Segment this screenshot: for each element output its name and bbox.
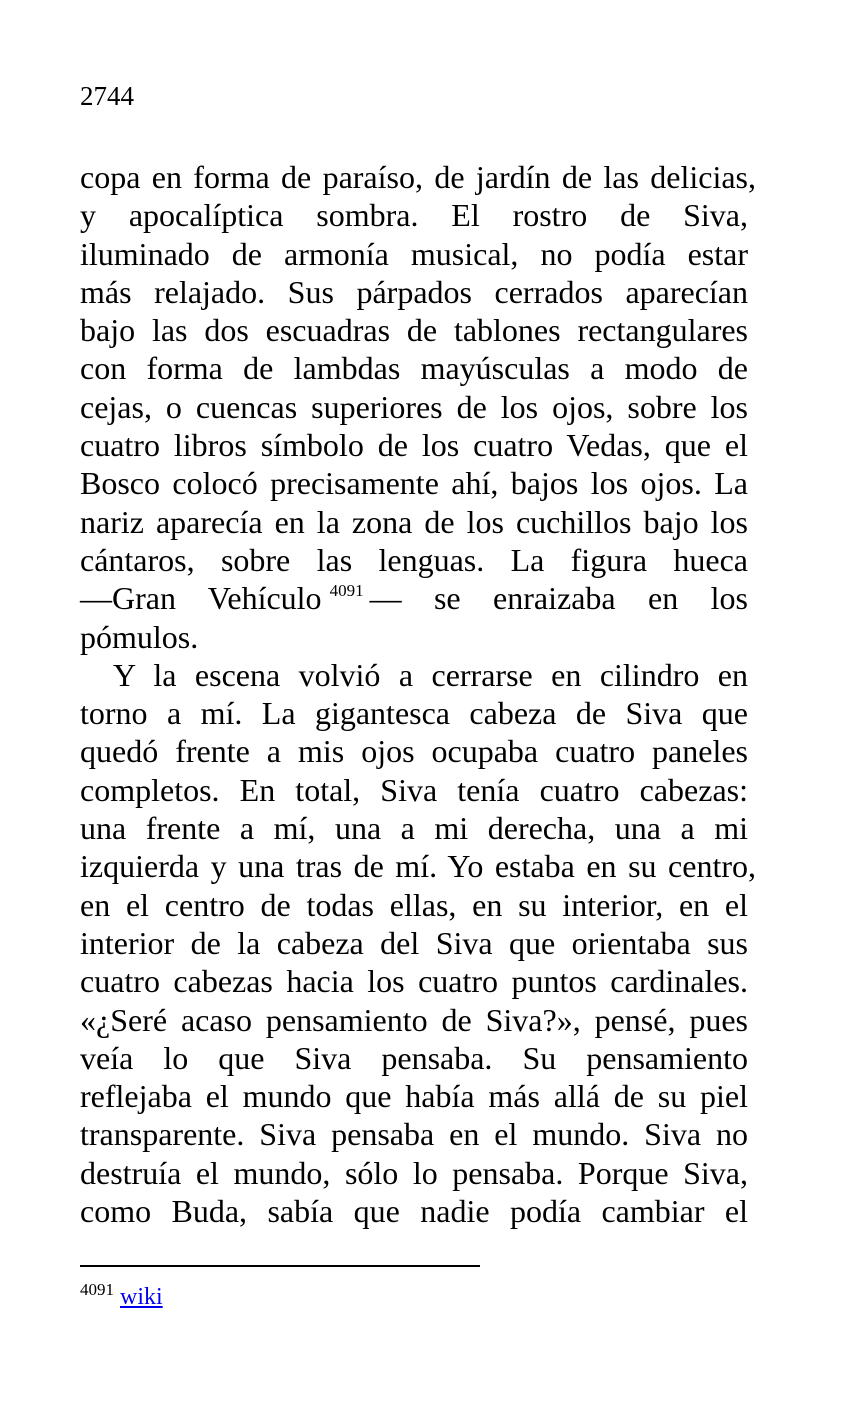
text-segment: — se enraizaba en los [369,580,749,617]
body-text [80,158,756,1230]
text-line: pómulos. [80,618,199,655]
text-line: iluminado de armonía musical, no podía estar [80,235,748,272]
text-line: interior de la cabeza del Siva que orientaba sus [80,924,748,961]
text-line: más relajado. Sus párpados cerrados aparecían [80,273,748,310]
text-line: reflejaba el mundo que había más allá de su piel [80,1078,748,1115]
text-line: quedó frente a mis ojos ocupaba cuatro paneles [80,733,748,770]
text-line: bajo las dos escuadras de tablones rectangulares [80,312,748,349]
text-line: Bosco colocó precisamente ahí, bajos los ojos. La [80,465,748,502]
footnote [80,1280,163,1314]
text-line: «¿Seré acaso pensamiento de Siva?», pensé, pues [80,1001,748,1038]
text-line: destruía el mundo, sólo lo pensaba. Porque Siva, [80,1154,748,1191]
text-line: con forma de lambdas mayúsculas a modo de [80,350,748,387]
paragraph-1 [80,158,756,656]
text-line: cuatro cabezas hacia los cuatro puntos cardinales. [80,963,748,1000]
text-line: transparente. Siva pensaba en el mundo. Siva no [80,1116,748,1153]
text-line: veía lo que Siva pensaba. Su pensamiento [80,1039,748,1076]
text-line: nariz aparecía en la zona de los cuchillos bajo los [80,503,748,540]
footnote-reference[interactable]: 4091 [329,581,364,601]
footnote-divider [80,1265,480,1267]
text-line: copa en forma de paraíso, de jardín de las delicias, [80,159,756,195]
text-line: cántaros, sobre las lenguas. La figura hueca [80,541,748,578]
text-line-with-footnote [80,579,748,617]
text-line: completos. En total, Siva tenía cuatro cabezas: [80,771,748,808]
text-line: cuatro libros símbolo de los cuatro Vedas, que el [80,427,748,464]
text-segment: —Gran Vehículo [80,580,322,617]
text-line: una frente a mí, una a mi derecha, una a mi [80,810,748,847]
footnote-number: 4091 [80,1280,114,1299]
page-number: 2744 [80,81,134,111]
text-line: cejas, o cuencas superiores de los ojos, sobre los [80,388,748,425]
text-line: y apocalíptica sombra. El rostro de Siva, [80,197,748,234]
text-line: como Buda, sabía que nadie podía cambiar el [80,1193,748,1230]
text-line: en el centro de todas ellas, en su interior, en el [80,886,748,923]
text-line: Y la escena volvió a cerrarse en cilindro en [113,656,748,693]
text-line: izquierda y una tras de mí. Yo estaba en su centro, [80,848,756,885]
wiki-link[interactable]: wiki [120,1284,163,1310]
text-line: torno a mí. La gigantesca cabeza de Siva que [80,695,748,732]
paragraph-2 [80,656,756,1230]
